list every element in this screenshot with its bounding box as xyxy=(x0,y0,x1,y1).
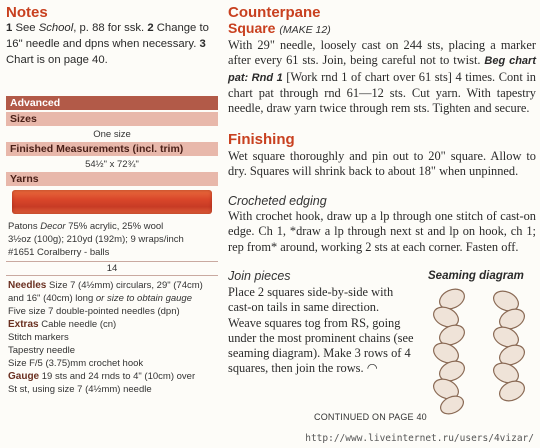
sizes-header: Sizes xyxy=(6,112,218,126)
needles-label: Needles xyxy=(8,280,47,291)
needles-block xyxy=(6,279,218,318)
crochet-edging-heading: Crocheted edging xyxy=(228,194,327,208)
yarn-brand: Patons xyxy=(8,221,38,232)
seaming-diagram-title: Seaming diagram xyxy=(428,270,524,282)
note-1-text-a: See xyxy=(15,22,39,34)
square-heading xyxy=(228,20,331,36)
level-header: Advanced xyxy=(6,96,218,110)
gauge-block xyxy=(6,370,218,396)
left-seam-chain xyxy=(430,285,467,415)
measurements-header: Finished Measurements (incl. trim) xyxy=(6,142,218,156)
square-label: Square xyxy=(228,20,276,36)
yarns-header: Yarns xyxy=(6,172,218,186)
join-pieces-heading: Join pieces xyxy=(228,269,291,283)
needles-line-3: Five size 7 double-pointed needles (dpn) xyxy=(8,306,180,317)
yarn-name: Decor xyxy=(40,221,66,232)
measurements-value: 54½" x 72¾" xyxy=(85,159,139,170)
note-number-1: 1 xyxy=(6,22,13,34)
note-number-3: 3 xyxy=(199,38,206,50)
finishing-heading: Finishing xyxy=(228,131,295,148)
finishing-text: Wet square thoroughly and pin out to 20" square. Allow to dry. Squares will shrink back to about 18" when unpinned. xyxy=(228,149,536,179)
notes-title: Notes xyxy=(6,4,48,21)
continued-note: CONTINUED ON PAGE 40 xyxy=(314,412,427,422)
chart-pattern-label: Beg chart pat: Rnd 1 xyxy=(228,55,536,84)
extras-label: Extras xyxy=(8,319,39,330)
yarn-swatch-image xyxy=(12,190,212,214)
seaming-diagram xyxy=(424,285,534,415)
square-instructions xyxy=(228,38,536,116)
note-number-2: 2 xyxy=(147,22,154,34)
square-instr-a: With 29" needle, loosely cast on 244 sts, placing a marker after every 61 sts. Join, being careful not to twist. xyxy=(228,38,536,68)
needles-line-2: and 16" (40cm) long xyxy=(8,293,94,304)
note-3-text: Chart is on page 40. xyxy=(6,54,108,66)
extras-line-4: Size F/5 (3.75)mm crochet hook xyxy=(8,358,144,369)
needles-line-1: Size 7 (4½mm) circulars, 29" (74cm) xyxy=(49,280,203,291)
yarn-line-1: 75% acrylic, 25% wool xyxy=(68,221,164,232)
square-instr-c: [Work rnd 1 of chart over 61 sts] 4 times. Cont in chart pat through rnd 61—12 sts. Cut yarn. With tapestry needle, draw yarn twice through rem sts. Tighten and secure. xyxy=(228,69,537,116)
extras-block xyxy=(6,318,218,370)
end-symbol-icon: ◠ xyxy=(366,361,378,376)
right-seam-chain xyxy=(490,287,527,404)
yarn-line-2: 3½oz (100g); 210yd (192m); 9 wraps/inch xyxy=(8,234,184,245)
yarn-line-3: #1651 Coralberry - balls xyxy=(8,247,110,258)
extras-line-1: Cable needle (cn) xyxy=(41,319,117,330)
note-1-school: School xyxy=(38,22,74,34)
gauge-label: Gauge xyxy=(8,371,40,382)
join-pieces-text xyxy=(228,285,414,377)
yarn-quantity: 14 xyxy=(106,263,118,274)
crochet-edging-text: With crochet hook, draw up a lp through one stitch of cast-on edge. Ch 1, *draw a lp through next st and lp on hook, ch 1; rep from* around, working 2 sts at each corner. Fasten off. xyxy=(228,209,536,254)
pattern-title: Counterpane xyxy=(228,4,321,21)
watermark-url: http://www.liveinternet.ru/users/4vizar/ xyxy=(305,433,534,444)
make-count: (MAKE 12) xyxy=(279,24,331,36)
sizes-value: One size xyxy=(93,129,131,140)
materials-box xyxy=(6,96,218,432)
join-text: Place 2 squares side-by-side with cast-on tails in same direction. Weave squares tog from RS, going under the most prominent chains (see seaming diagram). Make 3 rows of 4 squares, then join the rows. xyxy=(228,285,414,376)
gauge-line-2: St st, using size 7 (4½mm) needle xyxy=(8,384,152,395)
notes-body xyxy=(6,20,218,68)
extras-line-3: Tapestry needle xyxy=(8,345,76,356)
needles-note: or size to obtain gauge xyxy=(95,293,192,304)
extras-line-2: Stitch markers xyxy=(8,332,69,343)
note-2-text: Change to 16" needle and dpns when necessary. xyxy=(6,22,209,50)
yarn-desc xyxy=(6,220,218,259)
note-1-text-c: , p. 88 for ssk. xyxy=(73,22,148,34)
gauge-line-1: 19 sts and 24 rnds to 4" (10cm) over xyxy=(41,371,196,382)
